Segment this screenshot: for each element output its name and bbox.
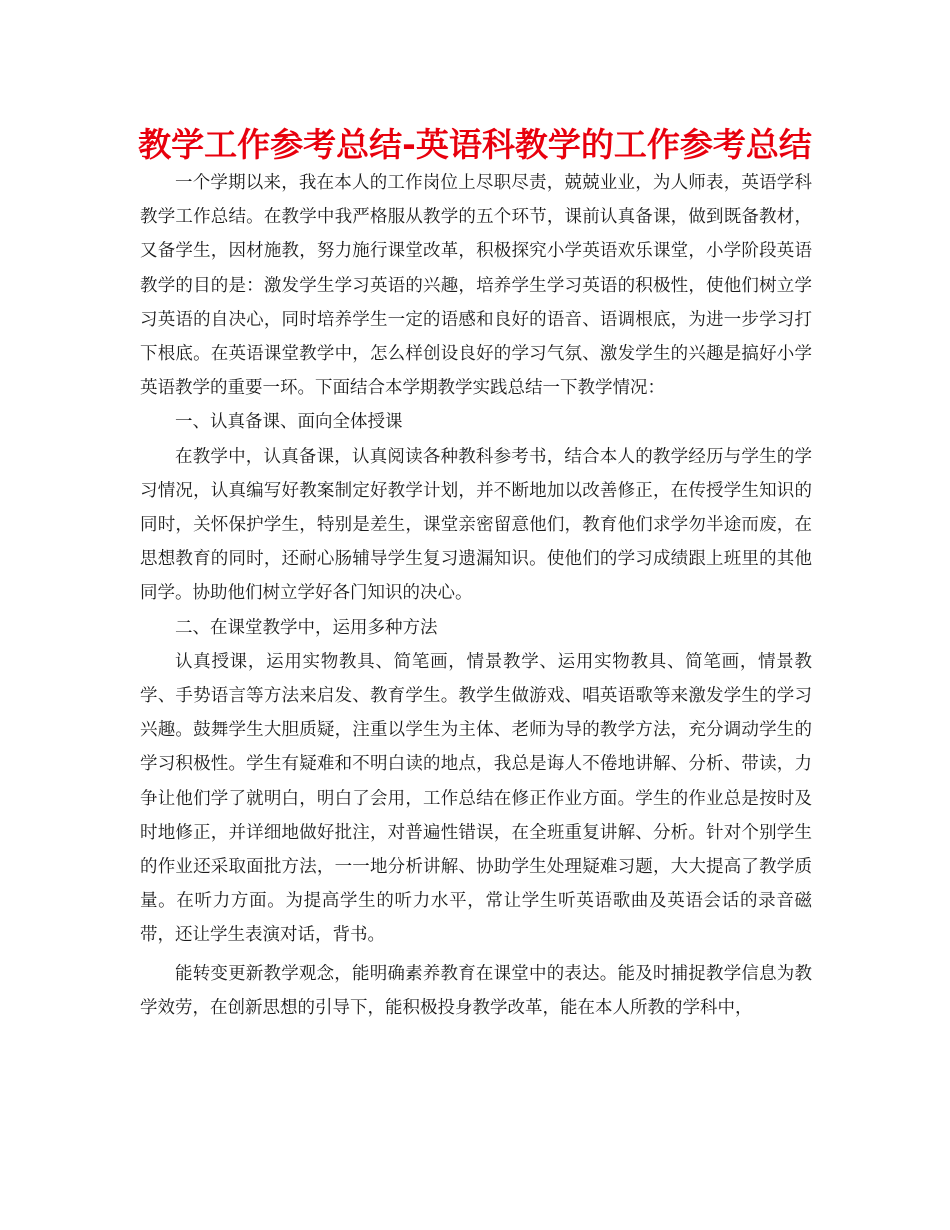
section-1-paragraph: 在教学中，认真备课，认真阅读各种教科参考书，结合本人的教学经历与学生的学习情况，认真编写好教案制定好教学计划，并不断地加以改善修正，在传授学生知识的同时，关怀保护学生，特别是差生，课堂亲密留意他们，教育他们求学勿半途而废，在思想教育的同时，还耐心肠辅导学生复习遗漏知识。使他们的学习成绩跟上班里的其他同学。协助他们树立学好各门知识的决心。 [140, 446, 812, 604]
document-body [140, 166, 812, 1025]
section-heading-1: 一、认真备课、面向全体授课 [175, 412, 403, 433]
document-title: 教学工作参考总结-英语科教学的工作参考总结 [138, 125, 812, 164]
section-2-paragraph: 认真授课，运用实物教具、简笔画，情景教学、运用实物教具、简笔画，情景教学、手势语言等方法来启发、教育学生。教学生做游戏、唱英语歌等来激发学生的学习兴趣。鼓舞学生大胆质疑，注重以学生为主体、老师为导的教学方法，充分调动学生的学习积极性。学生有疑难和不明白读的地点，我总是诲人不倦地讲解、分析、带读，力争让他们学了就明白，明白了会用，工作总结在修正作业方面。学生的作业总是按时及时地修正，并详细地做好批注，对普遍性错误，在全班重复讲解、分析。针对个别学生的作业还采取面批方法，一一地分析讲解、协助学生处理疑难习题，大大提高了教学质量。在听力方面。为提高学生的听力水平，常让学生听英语歌曲及英语会话的录音磁带，还让学生表演对话，背书。 [140, 651, 812, 946]
intro-paragraph: 一个学期以来，我在本人的工作岗位上尽职尽责，兢兢业业，为人师表，英语学科教学工作总结。在教学中我严格服从教学的五个环节，课前认真备课，做到既备教材，又备学生，因材施教，努力施行课堂改革，积极探究小学英语欢乐课堂，小学阶段英语教学的目的是：激发学生学习英语的兴趣，培养学生学习英语的积极性，使他们树立学习英语的自决心，同时培养学生一定的语感和良好的语音、语调根底，为进一步学习打下根底。在英语课堂教学中，怎么样创设良好的学习气氛、激发学生的兴趣是搞好小学英语教学的重要一环。下面结合本学期教学实践总结一下教学情况： [140, 173, 812, 399]
section-heading-2: 二、在课堂教学中，运用多种方法 [175, 617, 438, 638]
closing-paragraph: 能转变更新教学观念，能明确素养教育在课堂中的表达。能及时捕捉教学信息为教学效劳，在创新思想的引导下，能积极投身教学改革，能在本人所教的学科中， [140, 963, 812, 1018]
